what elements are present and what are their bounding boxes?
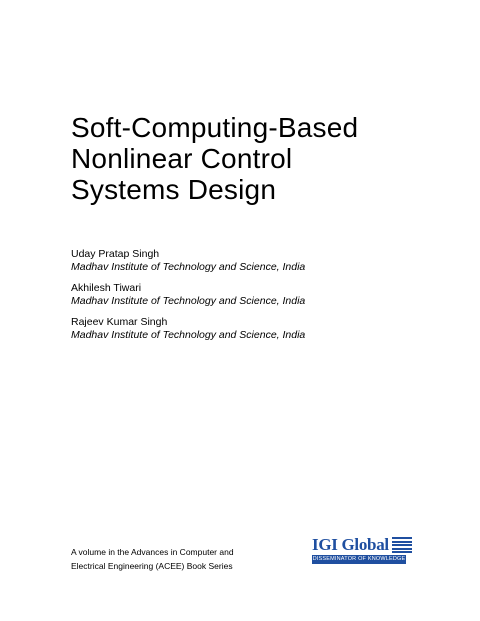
author-affiliation: Madhav Institute of Technology and Science, India bbox=[71, 295, 306, 307]
publisher-logo-text: IGI Global bbox=[312, 535, 389, 554]
book-title-line-2: Nonlinear Control bbox=[71, 143, 293, 174]
book-title-line-3: Systems Design bbox=[71, 174, 277, 205]
series-note-line-2: Electrical Engineering (ACEE) Book Series bbox=[71, 561, 233, 571]
book-title bbox=[71, 112, 471, 205]
publisher-logo bbox=[312, 535, 406, 565]
author-entry bbox=[71, 282, 471, 308]
publisher-logo-mark bbox=[312, 535, 412, 555]
author-entry bbox=[71, 248, 471, 274]
series-note bbox=[71, 545, 291, 573]
author-name: Uday Pratap Singh bbox=[71, 248, 160, 260]
author-entry bbox=[71, 316, 471, 342]
author-affiliation: Madhav Institute of Technology and Science, India bbox=[71, 329, 306, 341]
author-name: Rajeev Kumar Singh bbox=[71, 316, 168, 328]
series-note-line-1: A volume in the Advances in Computer and bbox=[71, 547, 234, 557]
publisher-logo-lines-icon bbox=[392, 537, 412, 553]
publisher-tagline: DISSEMINATOR OF KNOWLEDGE bbox=[312, 556, 406, 562]
author-name: Akhilesh Tiwari bbox=[71, 282, 142, 294]
book-title-line-1: Soft-Computing-Based bbox=[71, 112, 359, 143]
author-affiliation: Madhav Institute of Technology and Science, India bbox=[71, 261, 306, 273]
author-list bbox=[71, 248, 471, 350]
